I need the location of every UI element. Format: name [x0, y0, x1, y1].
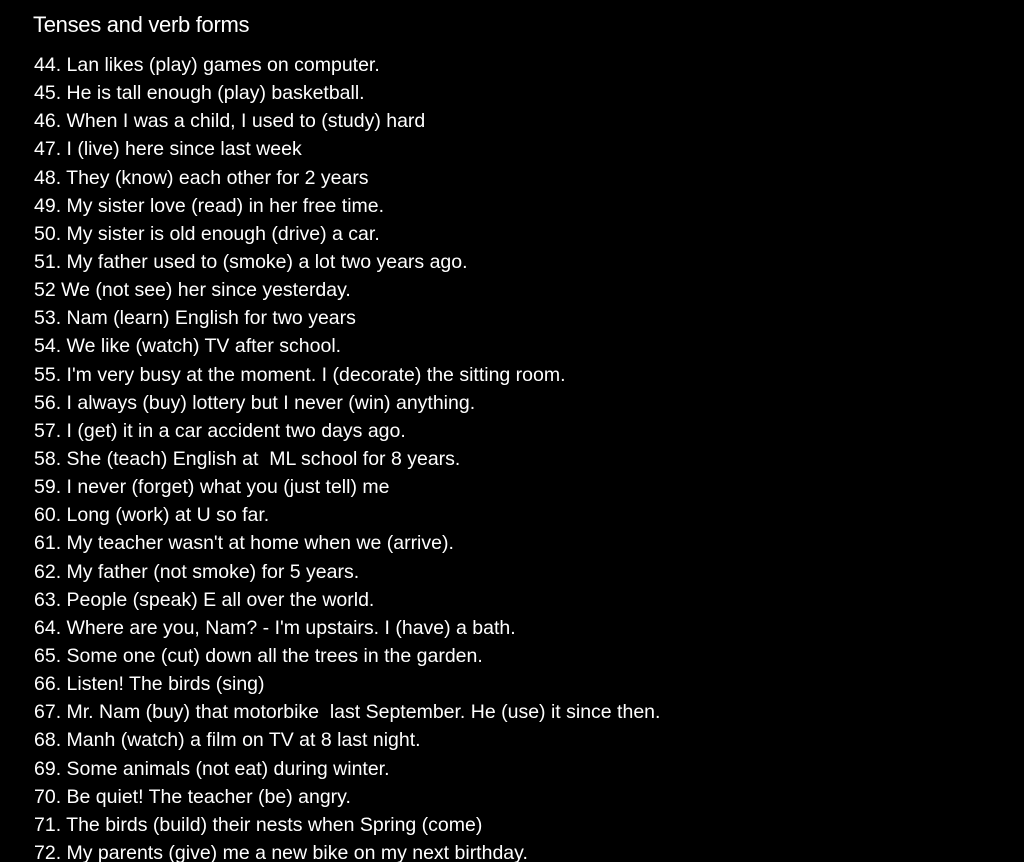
- exercise-line: 69. Some animals (not eat) during winter.: [34, 757, 390, 780]
- exercise-line: 70. Be quiet! The teacher (be) angry.: [34, 785, 351, 808]
- exercise-line: 68. Manh (watch) a film on TV at 8 last night.: [34, 729, 421, 752]
- exercise-line: 63. People (speak) E all over the world.: [34, 588, 375, 611]
- exercise-line: 61. My teacher wasn't at home when we (arrive).: [34, 532, 454, 555]
- exercise-line: 57. I (get) it in a car accident two days ago.: [34, 419, 406, 442]
- exercise-line: 56. I always (buy) lottery but I never (win) anything.: [34, 391, 476, 414]
- exercise-line: 52 We (not see) her since yesterday.: [34, 279, 351, 302]
- exercise-line: 58. She (teach) English at ML school for 8 years.: [34, 447, 461, 470]
- exercise-line: 53. Nam (learn) English for two years: [34, 307, 356, 330]
- exercise-list: [34, 51, 660, 862]
- exercise-line: 59. I never (forget) what you (just tell) me: [34, 476, 390, 499]
- exercise-line: 44. Lan likes (play) games on computer.: [34, 54, 380, 76]
- exercise-line: 67. Mr. Nam (buy) that motorbike last September. He (use) it since then.: [34, 701, 661, 724]
- exercise-line: 65. Some one (cut) down all the trees in the garden.: [34, 644, 483, 667]
- exercise-line: 62. My father (not smoke) for 5 years.: [34, 560, 360, 583]
- exercise-line: 49. My sister love (read) in her free time.: [34, 194, 385, 217]
- exercise-line: 51. My father used to (smoke) a lot two years ago.: [34, 250, 468, 273]
- exercise-line: 60. Long (work) at U so far.: [34, 504, 270, 527]
- exercise-line: 71. The birds (build) their nests when Spring (come): [34, 813, 483, 836]
- document-title: Tenses and verb forms: [33, 12, 250, 37]
- exercise-line: 47. I (live) here since last week: [34, 138, 302, 161]
- exercise-line: 64. Where are you, Nam? - I'm upstairs. I (have) a bath.: [34, 616, 516, 639]
- exercise-line: 66. Listen! The birds (sing): [34, 673, 265, 696]
- exercise-line: 54. We like (watch) TV after school.: [34, 335, 342, 358]
- exercise-line: 50. My sister is old enough (drive) a car.: [34, 222, 380, 245]
- exercise-line: 55. I'm very busy at the moment. I (decorate) the sitting room.: [34, 363, 566, 386]
- exercise-line: 48. They (know) each other for 2 years: [34, 166, 369, 189]
- exercise-line: 45. He is tall enough (play) basketball.: [34, 82, 365, 105]
- exercise-line: 72. My parents (give) me a new bike on my next birthday.: [34, 841, 528, 862]
- exercise-line: 46. When I was a child, I used to (study) hard: [34, 110, 426, 133]
